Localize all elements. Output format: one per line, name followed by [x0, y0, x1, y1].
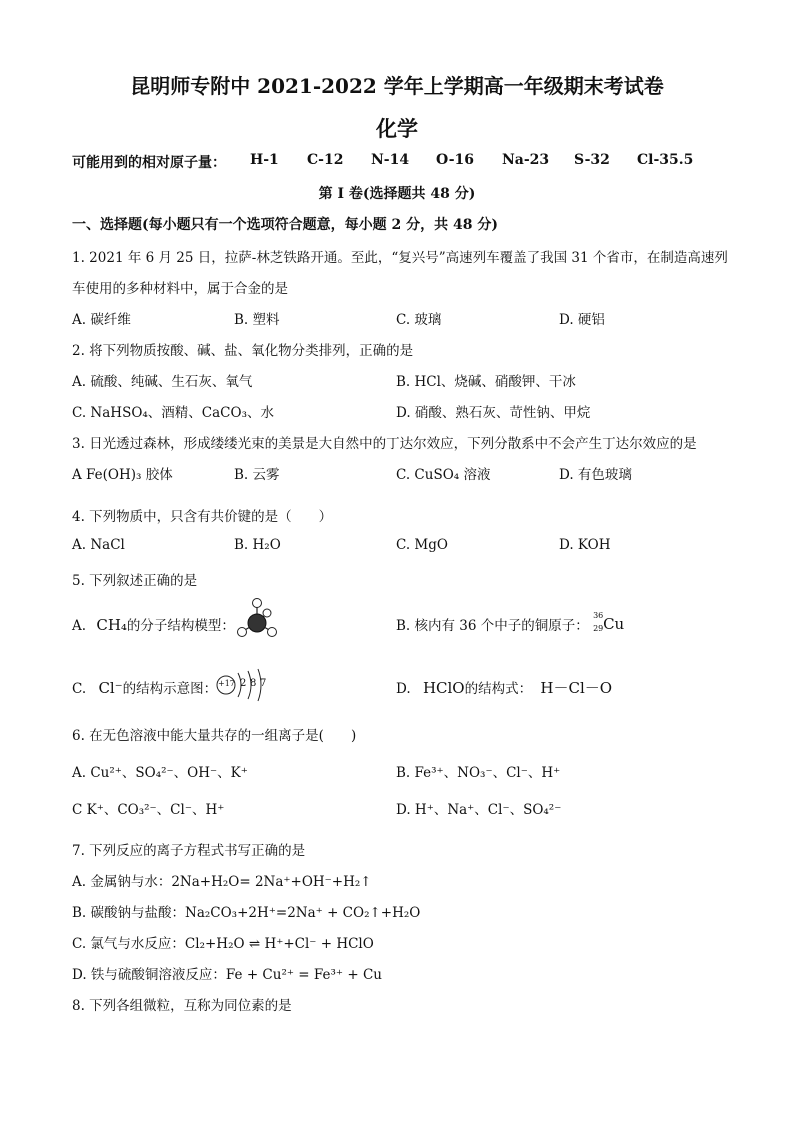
- q3-stem: 3. 日光透过森林，形成缕缕光束的美景是大自然中的丁达尔效应，下列分散系中不会产生丁达尔效应的是: [72, 436, 697, 452]
- q7-option-c: C. 氯气与水反应：Cl₂+H₂O ⇌ H⁺+Cl⁻ + HClO: [72, 936, 374, 952]
- mass-s: S-32: [574, 152, 610, 168]
- q2-option-d: D. 硝酸、熟石灰、苛性钠、甲烷: [396, 405, 591, 421]
- q3-option-d: D. 有色玻璃: [559, 467, 632, 483]
- methane-model-diagram: [236, 598, 282, 644]
- copper-mass-number: 36: [593, 610, 604, 620]
- q2-stem: 2. 将下列物质按酸、碱、盐、氧化物分类排列，正确的是: [72, 343, 414, 359]
- mass-na: Na-23: [502, 152, 550, 168]
- q5-option-b: [396, 610, 625, 637]
- mass-n: N-14: [371, 152, 410, 168]
- copper-symbol: Cu: [603, 614, 625, 633]
- mass-o: O-16: [436, 152, 475, 168]
- q2-option-a: A. 硫酸、纯碱、生石灰、氧气: [72, 374, 253, 390]
- mass-h: H-1: [250, 152, 279, 168]
- chloride-shell-2: 8: [250, 678, 257, 689]
- q5-d-prefix: D.: [396, 681, 411, 697]
- q5-d-formula: HClO: [422, 679, 465, 697]
- q1-option-c: C. 玻璃: [396, 312, 442, 328]
- q6-option-b: B. Fe³⁺、NO₃⁻、Cl⁻、H⁺: [396, 765, 561, 781]
- q3-option-a: A Fe(OH)₃ 胶体: [72, 467, 173, 483]
- q5-a-formula: CH₄: [96, 616, 127, 634]
- chloride-nucleus-charge: +17: [218, 679, 235, 688]
- q5-stem: 5. 下列叙述正确的是: [72, 573, 198, 589]
- chloride-shell-3: 7: [260, 678, 267, 689]
- part-one-title: 第 I 卷(选择题共 48 分): [318, 186, 476, 202]
- hclo-structural-formula: H－Cl－O: [540, 679, 613, 697]
- q1-option-b: B. 塑料: [234, 312, 280, 328]
- q7-option-d: D. 铁与硫酸铜溶液反应：Fe + Cu²⁺ = Fe³⁺ + Cu: [72, 967, 382, 983]
- q5-option-a: [72, 614, 235, 634]
- copper-nuclide-notation: [593, 610, 625, 637]
- q2-option-c: C. NaHSO₄、酒精、CaCO₃、水: [72, 405, 274, 421]
- atomic-masses-label: 可能用到的相对原子量：: [72, 155, 226, 171]
- section-heading: 一、选择题(每小题只有一个选项符合题意，每小题 2 分，共 48 分): [72, 217, 498, 233]
- chloride-shell-1: 2: [240, 678, 247, 689]
- q7-option-b: B. 碳酸钠与盐酸：Na₂CO₃+2H⁺=2Na⁺ + CO₂↑+H₂O: [72, 905, 421, 921]
- q1-option-a: A. 碳纤维: [72, 312, 131, 328]
- q6-option-d: D. H⁺、Na⁺、Cl⁻、SO₄²⁻: [396, 802, 562, 818]
- q5-c-text: 的结构示意图：: [122, 681, 218, 697]
- q4-option-d: D. KOH: [559, 537, 611, 553]
- chloride-structure-diagram: [214, 667, 274, 703]
- q3-option-b: B. 云雾: [234, 467, 280, 483]
- exam-title: 昆明师专附中 2021-2022 学年上学期高一年级期末考试卷: [130, 74, 664, 98]
- q4-option-b: B. H₂O: [234, 537, 281, 553]
- mass-cl: Cl-35.5: [637, 152, 694, 168]
- q2-option-b: B. HCl、烧碱、硝酸钾、干冰: [396, 374, 576, 390]
- q4-option-a: A. NaCl: [72, 537, 125, 553]
- subject-title: 化学: [376, 116, 418, 141]
- q6-option-c: C K⁺、CO₃²⁻、Cl⁻、H⁺: [72, 802, 225, 818]
- q8-stem: 8. 下列各组微粒，互称为同位素的是: [72, 998, 292, 1014]
- copper-atomic-number: 29: [593, 623, 604, 633]
- q3-option-c: C. CuSO₄ 溶液: [396, 467, 491, 483]
- q5-a-prefix: A.: [72, 618, 87, 634]
- q4-option-c: C. MgO: [396, 537, 448, 553]
- q1-option-d: D. 硬铝: [559, 312, 605, 328]
- q5-c-prefix: C.: [72, 681, 87, 697]
- q1-stem-line1: 1. 2021 年 6 月 25 日，拉萨-林芝铁路开通。至此，“复兴号”高速列车覆盖了我国 31 个省市，在制造高速列: [72, 250, 728, 266]
- q4-stem: 4. 下列物质中，只含有共价键的是（ ）: [72, 509, 333, 525]
- q5-a-text: 的分子结构模型：: [126, 618, 235, 634]
- q6-stem: 6. 在无色溶液中能大量共存的一组离子是( ): [72, 728, 357, 744]
- q5-b-text: B. 核内有 36 个中子的铜原子：: [396, 618, 589, 634]
- q5-option-c: [72, 677, 217, 697]
- q7-option-a: A. 金属钠与水：2Na+H₂O= 2Na⁺+OH⁻+H₂↑: [72, 874, 372, 890]
- q6-option-a: A. Cu²⁺、SO₄²⁻、OH⁻、K⁺: [72, 765, 248, 781]
- q1-stem-line2: 车使用的多种材料中，属于合金的是: [72, 281, 288, 297]
- q5-d-text: 的结构式：: [464, 681, 533, 697]
- q7-stem: 7. 下列反应的离子方程式书写正确的是: [72, 843, 306, 859]
- q5-c-ion: Cl⁻: [98, 679, 123, 697]
- mass-c: C-12: [307, 152, 344, 168]
- q5-option-d: [396, 677, 612, 698]
